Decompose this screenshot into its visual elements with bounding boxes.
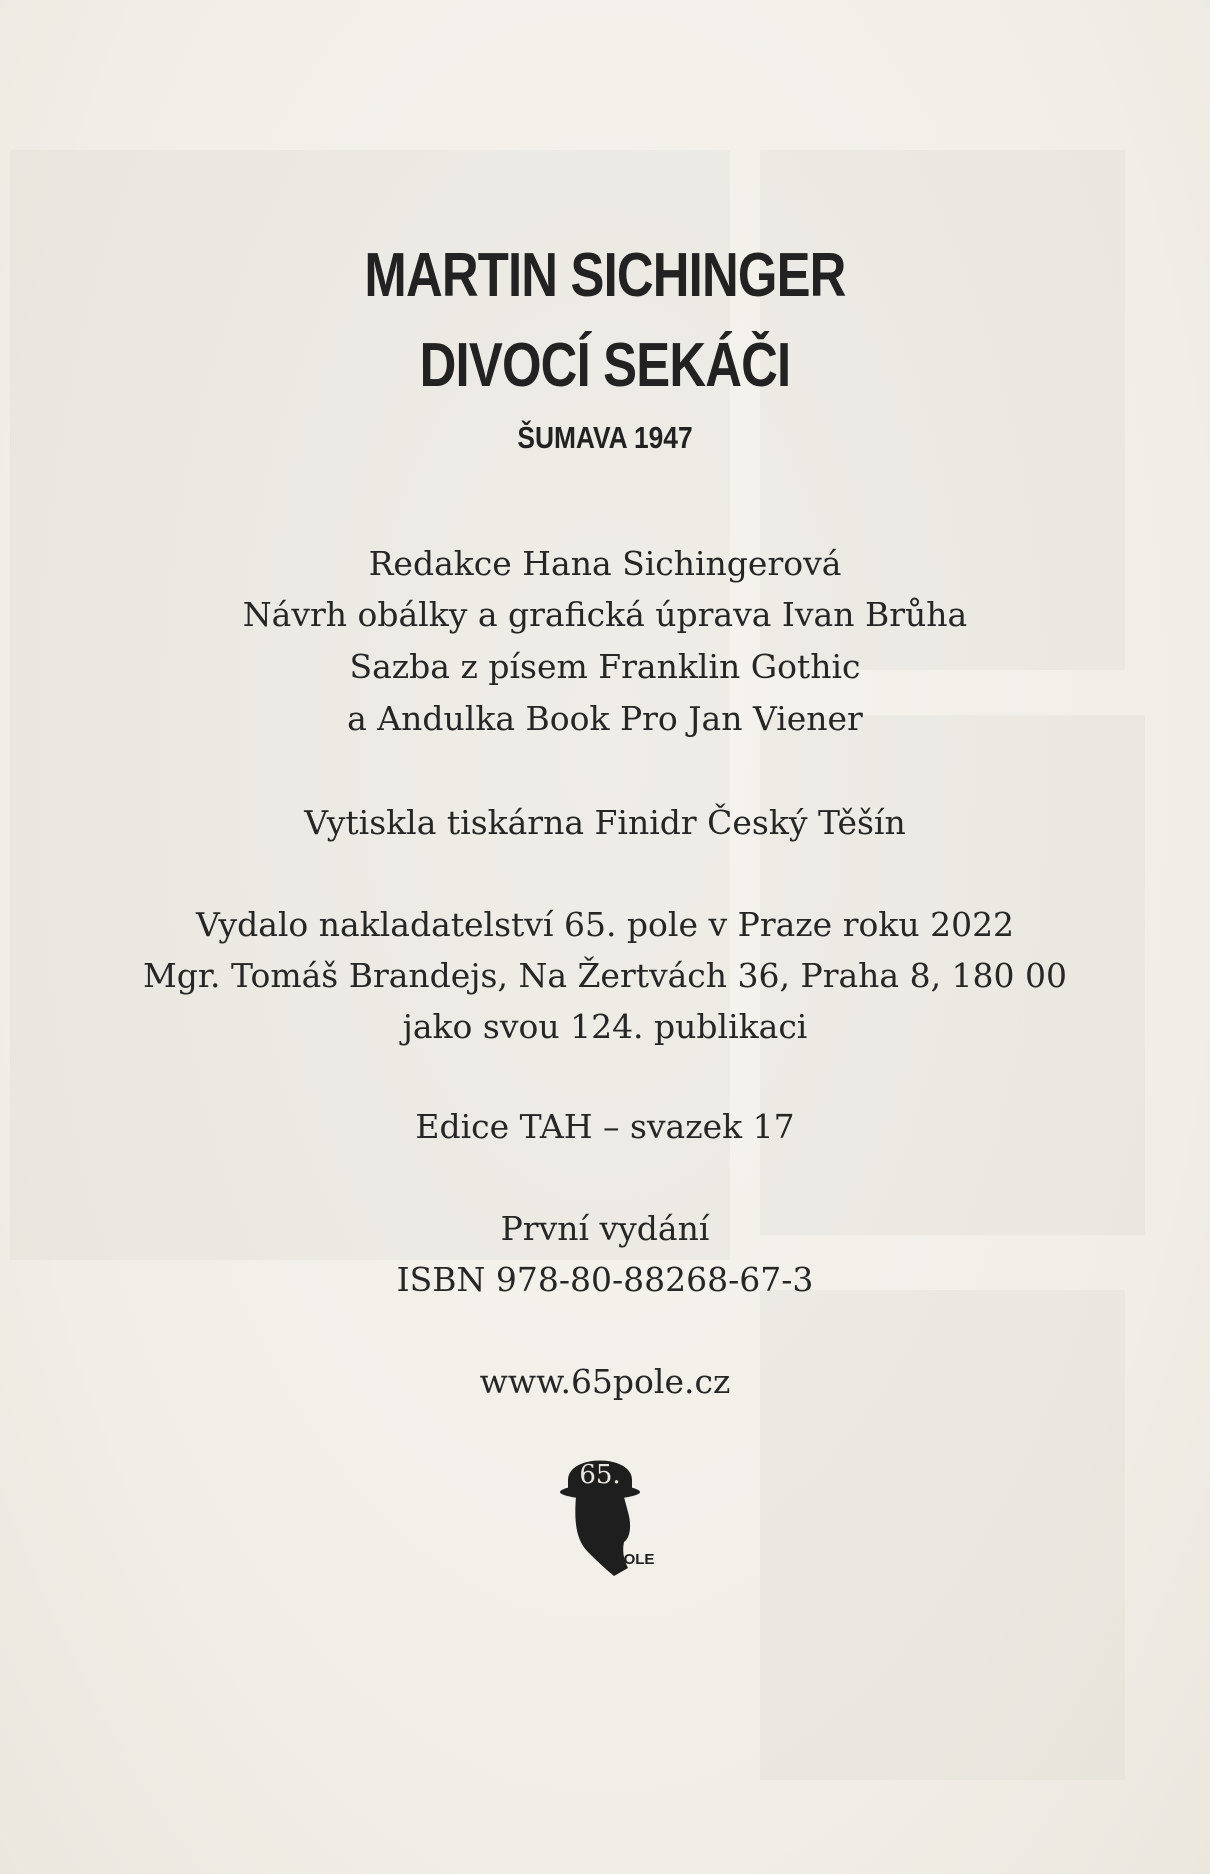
editor-credit: Redakce Hana Sichingerová [368, 544, 842, 583]
design-credit: Návrh obálky a grafická úprava Ivan Brůha [242, 595, 968, 634]
publisher-logo [540, 1442, 660, 1582]
book-subtitle: ŠUMAVA 1947 [517, 420, 693, 455]
logo-number: 65. [579, 1460, 621, 1490]
bleed-through-shadow [760, 1290, 1125, 1780]
website-link[interactable]: www.65pole.cz [479, 1362, 731, 1401]
author-name: MARTIN SICHINGER [364, 241, 846, 310]
edition-printing: První vydání [500, 1209, 710, 1248]
isbn: ISBN 978-80-88268-67-3 [396, 1260, 814, 1299]
bowler-hat-head-icon [540, 1442, 660, 1582]
bleed-through-shadow [760, 150, 1125, 670]
printer-credit: Vytiskla tiskárna Finidr Český Těšín [304, 803, 906, 842]
typesetting-credit-1: Sazba z písem Franklin Gothic [349, 647, 861, 686]
edition-series: Edice TAH – svazek 17 [415, 1107, 795, 1146]
publisher-line-2: Mgr. Tomáš Brandejs, Na Žertvách 36, Praha 8, 180 00 [142, 956, 1068, 995]
publisher-line-3: jako svou 124. publikaci [402, 1007, 808, 1046]
logo-label: POLE [613, 1551, 655, 1568]
publisher-line-1: Vydalo nakladatelství 65. pole v Praze roku 2022 [195, 905, 1015, 944]
typesetting-credit-2: a Andulka Book Pro Jan Viener [347, 699, 863, 738]
book-title: DIVOCÍ SEKÁČI [419, 331, 791, 400]
